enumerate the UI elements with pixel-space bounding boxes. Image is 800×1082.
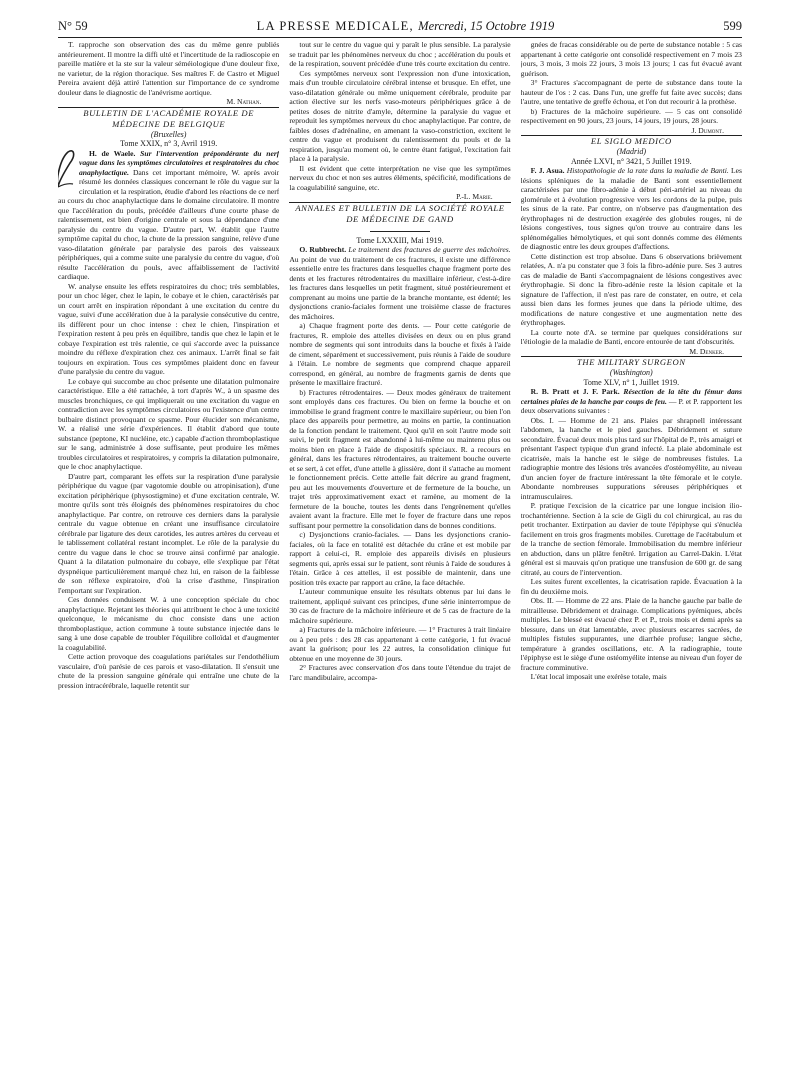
column-2 xyxy=(289,40,510,1074)
paragraph: Obs. II. — Homme de 22 ans. Plaie de la hanche gauche par balle de mitrailleuse. Débridement et drainage. Complications pyémiques, abcès multiples. Le blessé est évacué chez P. et P., trois mois et demi après sa blessure, dans un état lamentable, avec plusieurs escarres sacrées, de multiples fistules suppurantes, une diarrhée profuse; langue sèche, température à grandes oscillations, etc. A la radiographie, toute l'épiphyse est le siège d'une ostéomyélite intense au niveau d'un foyer de fracture comminutive. xyxy=(520,596,742,672)
volume-line: Tome LXXXIII, Mai 1919. xyxy=(356,235,444,245)
paragraph: gnées de fracas considérable ou de perte de substance notable : 5 cas appartenant à cette catégorie ont consolidé respectivement en 7 mois 23 jours, 3 mois, 3 mois 22 jours, 3 mois 13 jours; 1 cas fut évacué avant guérison. xyxy=(520,40,742,78)
article-author: F. J. Asua. xyxy=(530,166,565,175)
article-title: Histopathologie de la rate dans la maladie de Banti. xyxy=(566,166,729,175)
column-3 xyxy=(521,40,742,1074)
article-paragraph xyxy=(289,245,510,321)
article-title: Sur l'intervention prépondérante du nerf vague dans les symptômes circulatoires et respiratoires du choc anaphylactique. xyxy=(79,148,280,177)
volume-line: Année LXVI, n° 3421, 5 Juillet 1919. xyxy=(570,156,692,166)
paragraph: T. rapproche son observation des cas du même genre publiés antérieurement. Il montre la diffi ulté et l'incertitude de la radioscopie en pareille matière et la ste sur la valeur séméiologique d'une douleur fixe, ne varietur, de la région thoracique. Ses maîtres F. de Castro et Miguel Pereira avaient déjà attiré l'attention sur l'importance de ce syndrome douleur dans le diagnostic de l'anévrisme aortique. xyxy=(58,40,280,97)
title-underline xyxy=(370,231,430,232)
section-title: THE MILITARY SURGEON xyxy=(577,357,686,367)
author-signature: M. Nathan. xyxy=(226,97,262,106)
paragraph: Les suites furent excellentes, la cicatrisation rapide. Évacuation à la fin du deuxième mois. xyxy=(520,577,742,596)
paragraph: Ces symptômes nerveux sont l'expression non d'une intoxication, mais d'un trouble circulatoire cérébral intense et brusque. En effet, une vaso-dilatation générale ou même uniquement cérébrale, produite par action élective sur les nerfs vaso-moteurs périphériques grâce à de petites doses de nitrite d'amyle, détermine la paralysie du vague et reproduit les symptômes nerveux du choc anaphylactique. Par contre, de faibles doses d'adrénaline, en amenant la vaso-constriction, excitent le centre du vague et produisent du ralentissement du pouls et de la respiration, jusqu'au moment où, le centre étant fatigué, l'excitation fait place à la paralysie. xyxy=(289,68,511,163)
author-signature: J. Dumont. xyxy=(691,125,724,135)
article-body: Dans cet important mémoire, W. après avoir résumé les données classiques concernant le rôle du vague sur la circulation et la respiration, étudie d'abord les réactions de ce nerf au cours du choc anaphylactique dans le domaine circulatoire. Il montre que l'accélération du pouls, précédée d'ailleurs d'une courte phase de ralentissement, est bien d'origine centrale et sous la dépendance d'une paralysie du centre du vague. D'autre part, W. établit que l'autre symptôme capital du choc, la chute de la pression sanguine, relève d'une vaso-dilatation générale par paralysie des parois des vaisseaux périphériques, qui a comme suite une paralysie du centre du vague, d'où résulte l'accélération du pouls, avec affaiblissement de l'activité cardiaque. xyxy=(58,167,280,281)
paragraph: tout sur le centre du vague qui y paraît le plus sensible. La paralysie se traduit par les phénomènes nerveux du choc ; accélération du pouls et de la respiration, souvent précédée d'une très courte excitation du centre. xyxy=(289,40,511,68)
author-signature: P.-L. Marie. xyxy=(456,192,493,201)
issue-date: Mercredi, 15 Octobre 1919 xyxy=(418,19,555,33)
paragraph: W. analyse ensuite les effets respiratoires du choc; très semblables, pour un choc léger, chez le lapin, le cobaye et le chien, caractérisés par un court arrêt en inspiration répondant à une excitation du centre du vague, suivi d'une accélération due à la paralysie consécutive du centre, ils diffèrent pour un choc intense : chez le chien, l'inspiration et l'expiration restent à peu près en équilibre, tandis que chez le lapin et le cobaye l'expiration est très ralentie, ce qui s'accorde avec la puissance moindre du réflexe d'expiration chez ces animaux. L'arrêt final se fait toujours en expiration. Tous ces symptômes plaident donc en faveur d'une paralysie du centre du vague. xyxy=(58,281,280,376)
column-1 xyxy=(58,40,279,1074)
paragraph: D'autre part, comparant les effets sur la respiration d'une paralysie périphérique du vague (par vagotomie double ou atropinisation), d'une excitation périphérique (physostigmine) et d'une excitation centrale, W. montre qu'ils sont très éloignés des phénomènes respiratoires du choc anaphylactique. Par contre, on retrouve ces derniers dans la paralysie centrale du vague obtenue en créant une insuffisance circulatoire cérébrale par ligature des deux carotides, les autres artères du cerveau et le tablissement collatéral restant incomplet. Le rôle de la paralysie du centre du vague dans le choc se trouve ainsi confirmé par analogie. Quant à la dilatation pulmonaire du cobaye, elle s'explique par l'état dyspnéique particulièrement marqué chez lui, en raison de la faiblesse de son réflexe expiratoire, d'où la crise d'asthme, l'inspiration l'emportant sur l'expiration. xyxy=(58,471,280,595)
article-paragraph xyxy=(521,387,742,416)
paragraph: 2° Fractures avec conservation d'os dans toute l'étendue du trajet de l'arc mandibulaire, accompa- xyxy=(289,663,511,682)
paragraph: P. pratique l'excision de la cicatrice par une longue incision ilio-trochantérienne. Section à la scie de Gigli du col chirurgical, au ras du petit trochanter. Extirpation au davier de toute l'épiphyse qui s'énucléa facilement en trois gros fragments mobiles. Curettage de l'acétabulum et de la tranche de section fémorale. Immobilisation du membre inférieur en abduction, dans un plâtre fenêtré. Irrigation au Carrel-Dakin. L'état général est si mauvais qu'on pratique une transfusion de 600 gr. de sang citraté, au cours de l'intervention. xyxy=(520,501,742,577)
article-body: Les lésions spléniques de la maladie de Banti sont essentiellement caractérisées par une fibro-adénie à début péri-artériel au niveau du glomérule et à évolution progressive vers les cordons de la pulpe, puis les sinus de la rate. Par contre, on n'observe pas d'augmentation des érythrophages ni de destruction exagérée des globules rouges, ni de lésions congestives, tous signes qu'on trouve au contraire dans les splénomégalies hémolytiques, et qui sont donnés comme des éléments de diagnostic entre les deux groupes d'affections. xyxy=(520,166,742,251)
page-body xyxy=(58,40,742,1074)
paragraph: b) Fractures rétrodentaires. — Deux modes généraux de traitement sont employés dans ces fractures. Ou bien on ferme la bouche et on immobilise le grand fragment contre le maxillaire supérieur, ou bien l'on place des appareils pour permettre, au moins en partie, la continuation de la fonction pendant le traitement. Quoi qu'il en soit l'autre mode soit suivi, le petit fragment est abandonné à lui-même ou maintenu plus ou moins bien en place à l'aide de dispositifs spéciaux. R. a recours en général, dans les fractures rétrodentaires, au traitement bouche ouverte et se sert, à cet effet, d'une attelle à glissière, dont il s'attache au moment le fonctionnement précis. Cette attelle fait décrire au grand fragment, peu aut les mouvements d'ouverture et de fermeture de la bouche, un trajet très approximativement exact et ramène, au moment de la fermeture de la bouche, toutes les dents dans l'engrènement qu'elles avaient avant la fracture. Elle met le foyer de fracture dans une repos suffisant pour permettre la consolidation dans de bonnes conditions. xyxy=(289,387,511,530)
article-body: — P. et P. rapportent les deux observations suivantes : xyxy=(520,396,742,415)
paragraph: La courte note d'A. se termine par quelques considérations sur l'étiologie de la maladie de Banti, encore entourée de tant d'obscurités. xyxy=(520,327,742,346)
section-title: BULLETIN DE L'ACADÉMIE ROYALE DE MÉDECINE DE BELGIQUE xyxy=(83,107,255,129)
paragraph: Il est évident que cette interprétation ne vise que les symptômes nerveux du choc et non ses autres éléments, spécificité, modifications de la coagulabilité sanguine, etc. xyxy=(289,163,511,192)
page-header xyxy=(58,14,742,38)
paragraph: Cette distinction est trop absolue. Dans 6 observations brièvement relatées, A. n'a pu constater que 3 fois la fibro-adénie pure. Ses 3 autres cas de maladie de Banti s'accompagnaient de lésions congestives avec érythrophagie. Si donc la fibro-adénie reste la lésion capitale et la signature de l'affection, il n'est pas rare de constater, en outre, et cela aussi bien dans les formes jeunes que dans la période ultime, des modifications de nature congestive et une augmentation nette des érythrophages. xyxy=(520,251,742,327)
paragraph: L'état local imposait une exérèse totale, mais xyxy=(530,672,667,681)
volume-line: Tome XLV, n° 1, Juillet 1919. xyxy=(583,377,680,387)
article-body: Au point de vue du traitement de ces fractures, il existe une différence essentielle entre les fractures dans lesquelles chaque fragment porte des dents et les fractures rétrodentaires du maxillaire inférieur, c'est-à-dire les fractures dans lesquelles un petit fragment, situé postérieurement et comprenant au moins une partie de la branche montante, est édenté; les dysjonctions cranio-faciales forment une troisième classe de fractures des mâchoires. xyxy=(289,254,511,321)
volume-line: Tome XXIX, n° 3, Avril 1919. xyxy=(120,139,218,148)
section-place: (Bruxelles) xyxy=(150,129,187,139)
paragraph: L'auteur communique ensuite les résultats obtenus par lui dans le traitement, appliqué suivant ces principes, d'une série ininterrompue de 30 cas de fracture de la mâchoire inférieure et de 5 cas de fracture de la mâchoire supérieure. xyxy=(289,587,511,625)
article-paragraph xyxy=(521,166,742,252)
paragraph: Ces données conduisent W. à une conception spéciale du choc anaphylactique. Rejetant les théories qui attribuent le choc à une toxicité quelconque, le mécanisme du choc consiste dans une action thromboplastique, action commune à toute substance injectée dans le sang à une dose capable de troubler l'équilibre colloïdal et d'augmenter la coagulabilité. xyxy=(58,595,280,652)
paragraph: 3° Fractures s'accompagnant de perte de substance dans toute la hauteur de l'os : 2 cas. Dans l'un, une greffe fut faite avec succès; dans l'autre, une tentative de greffe échoua, et l'on dut recourir à la prothèse. xyxy=(520,78,742,106)
paragraph: Cette action provoque des coagulations pariétales sur l'endothélium vasculaire, d'où parésie de ces parois et vaso-dilatation. Il s'ensuit une chute de la pression sanguine générale qui entraîne une chute de la pression intracérébrale, laquelle retentit sur xyxy=(58,652,280,690)
paragraph: c) Dysjonctions cranio-faciales. — Dans les dysjonctions cranio-faciales, où la face en totalité est détachée du crâne et est mobile par rapport à celui-ci, R. emploie des appareils divisés en plusieurs segments qui, après essai sur le patient, sont réunis à l'aide de soudures à l'étain. Grâce à ces attelles, il est possible de maintenir, dans une position très exacte par rapport au crâne, la face détachée. xyxy=(289,530,511,587)
paragraph: a) Fractures de la mâchoire inférieure. — 1° Fractures à trait linéaire ou à peu près : des 28 cas appartenant à cette catégorie, 1 fut évacué avant la guérison; pour les 22 autres, la consolidation clinique fut obtenue en une moyenne de 30 jours. xyxy=(289,625,511,663)
paragraph: a) Chaque fragment porte des dents. — Pour cette catégorie de fractures, R. emploie des attelles divisées en deux ou en plus grand nombre de segments qui sont introduits dans la bouche et fixés à l'aide de ciment, séparément et successivement, puis réunis à l'aide de soudure à l'étain. Le nombre de segments que comprend chaque appareil correspond, en général, au nombre de fragments garnis de dents que présente le maxillaire fracturé. xyxy=(289,321,511,387)
paragraph: b) Fractures de la mâchoire supérieure. — 5 cas ont consolidé respectivement en 90 jours, 23 jours, 14 jours, 19 jours, 28 jours. xyxy=(520,106,742,125)
article-title: Résection de la tête du fémur dans certaines plaies de la hanche par coups de feu. xyxy=(520,387,742,406)
article-paragraph xyxy=(58,149,279,282)
article-author: R. B. Pratt et J. F. Park. xyxy=(530,387,620,396)
decorative-initial-icon xyxy=(58,149,76,189)
section-place: (Madrid) xyxy=(616,147,646,156)
paragraph: Obs. I. — Homme de 21 ans. Plaies par shrapnell intéressant l'abdomen, la hanche et le pied gauches. Débridement et suture secondaire. Évacué deux mois plus tard sur l'hôpital de P., très amaigri et présentant l'aspect typique d'un grand infecté. La plaie abdominale est cicatrisée, mais la hanche est le siège de nombreuses fistules. La radiographie montre des lésions très avancées d'ostéomyélite, au niveau d'un ancien foyer de fracture intéressant la tête fémorale et le cotyle. Abondante nombreuses suppurations séreuses périphériques et intramusculaires. xyxy=(520,415,742,501)
section-place: (Washington) xyxy=(609,368,653,377)
article-title: Le traitement des fractures de guerre des mâchoires. xyxy=(348,245,511,254)
page-number: 599 xyxy=(723,19,742,33)
section-title: ANNALES ET BULLETIN DE LA SOCIÉTÉ ROYALE DE MÉDECINE DE GAND xyxy=(295,202,505,224)
author-signature: M. Denker. xyxy=(689,346,724,356)
journal-title: LA PRESSE MEDICALE, xyxy=(256,19,414,33)
journal-masthead xyxy=(257,19,555,34)
article-author: H. de Waele. xyxy=(89,148,136,158)
article-author: O. Rubbrecht. xyxy=(299,245,347,254)
section-title: EL SIGLO MEDICO xyxy=(590,136,672,146)
paragraph: Le cobaye qui succombe au choc présente une dilatation pulmonaire caractéristique. Elle a été rattachée, à tort d'après W., à un spasme des muscles bronchiques, ce qui impliquerait ou une excitation du vague en contradiction avec les symptômes circulatoires ou l'existence d'un centre bulbaire distinct provoquant ce spasme. Pour élucider son mécanisme, W. a réalisé une série d'expériences. Il établit d'abord que toute substance (peptone, KI nucléine, etc.) capable d'action thromboplastique sur le sang, administrée à dose suffisante, peut produire les mêmes troubles circulatoires et respiratoires, y compris la dilatation pulmonaire, que le choc anaphylactique. xyxy=(58,376,280,471)
issue-number: N° 59 xyxy=(58,19,88,33)
